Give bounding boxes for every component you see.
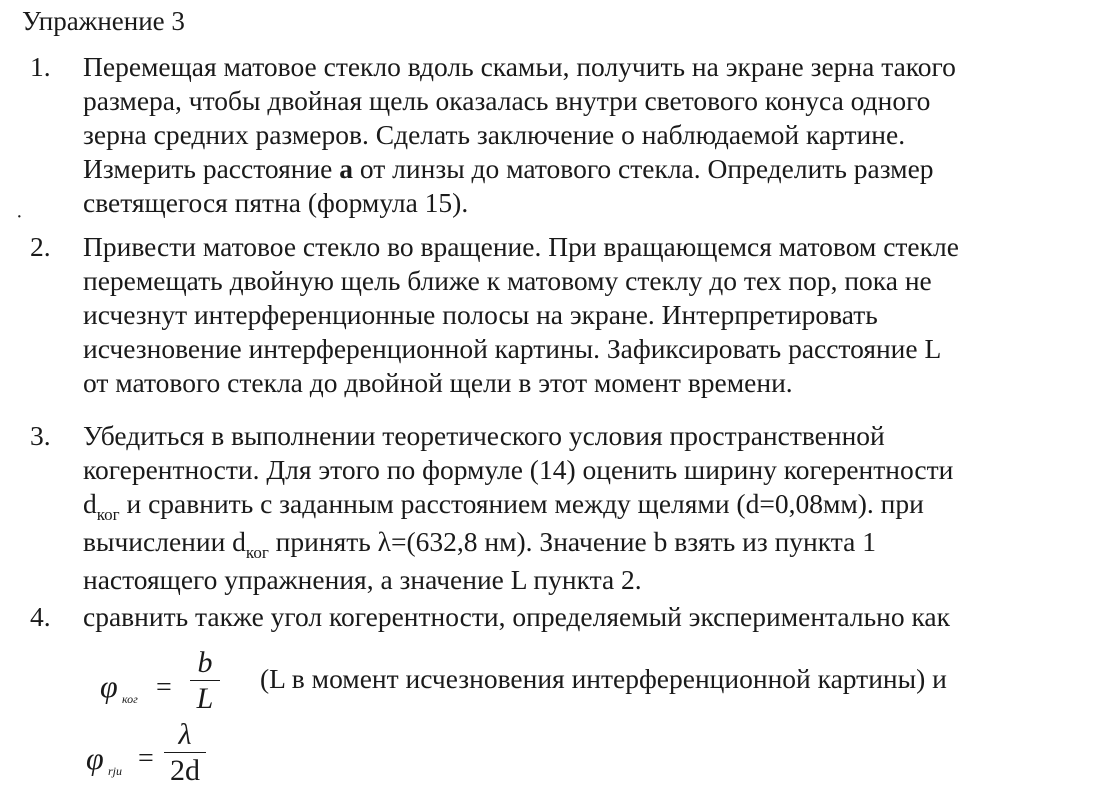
text-fragment: вычислении d bbox=[83, 526, 246, 557]
item-number: 2. bbox=[30, 231, 51, 262]
exercise-title: Упражнение 3 bbox=[22, 6, 185, 36]
phi-symbol: φ bbox=[86, 740, 104, 776]
formula-note: (L в момент исчезновения интерференционной картины) и bbox=[260, 663, 947, 694]
text-line: исчезнут интерференционные полосы на экране. Интерпретировать bbox=[83, 299, 878, 330]
fraction bbox=[190, 646, 220, 717]
text-line: от матового стекла до двойной щели в этот момент времени. bbox=[83, 367, 793, 398]
text-line: Привести матовое стекло во вращение. При вращающемся матовом стекле bbox=[83, 231, 959, 262]
text-line: светящегося пятна (формула 15). bbox=[83, 187, 469, 218]
text-line: Убедиться в выполнении теоретического условия пространственной bbox=[83, 420, 885, 451]
text-line: сравнить также угол когерентности, определяемый экспериментально как bbox=[83, 601, 950, 632]
fraction-denominator: L bbox=[196, 682, 214, 715]
phi-subscript: rjи bbox=[108, 764, 123, 778]
text-line bbox=[83, 525, 1113, 563]
item-text bbox=[83, 600, 1113, 634]
text-fragment: Измерить расстояние bbox=[83, 153, 340, 184]
bold-variable: а bbox=[339, 153, 354, 184]
text-line: Перемещая матовое стекло вдоль скамьи, получить на экране зерна такого bbox=[83, 51, 956, 82]
text-line: зерна средних размеров. Сделать заключение о наблюдаемой картине. bbox=[83, 119, 906, 150]
text-line: настоящего упражнения, а значение L пункта 2. bbox=[83, 564, 642, 595]
item-text bbox=[83, 419, 1113, 597]
phi-subscript: ког bbox=[122, 692, 138, 706]
text-line: исчезновение интерференционной картины. Зафиксировать расстояние L bbox=[83, 333, 942, 364]
text-fragment: принять λ=(632,8 нм). Значение b взять из пункта 1 bbox=[268, 526, 876, 557]
phi-symbol: φ bbox=[100, 668, 118, 704]
item-text bbox=[83, 50, 1113, 220]
fraction-numerator: b bbox=[197, 646, 213, 679]
text-fragment: d bbox=[83, 488, 97, 519]
fraction-denominator: 2d bbox=[170, 754, 200, 787]
equals-sign: = bbox=[138, 743, 154, 774]
subscript: ког bbox=[245, 543, 269, 562]
stray-dot: · bbox=[16, 206, 23, 228]
item-text bbox=[83, 230, 1113, 400]
text-line: размера, чтобы двойная щель оказалась внутри светового конуса одного bbox=[83, 85, 931, 116]
text-line: перемещать двойную щель ближе к матовому стеклу до тех пор, пока не bbox=[83, 265, 932, 296]
item-number: 1. bbox=[30, 51, 51, 82]
text-line bbox=[83, 152, 1113, 186]
text-line bbox=[83, 487, 1113, 525]
item-number: 4. bbox=[30, 601, 51, 632]
fraction-numerator: λ bbox=[178, 718, 192, 751]
fraction bbox=[164, 718, 206, 789]
item-number: 3. bbox=[30, 420, 51, 451]
text-line: когерентности. Для этого по формуле (14) оценить ширину когерентности bbox=[83, 454, 954, 485]
subscript: ког bbox=[96, 505, 120, 524]
text-fragment: от линзы до матового стекла. Определить размер bbox=[353, 153, 934, 184]
equals-sign: = bbox=[156, 672, 172, 703]
text-fragment: и сравнить с заданным расстоянием между щелями (d=0,08мм). при bbox=[119, 488, 924, 519]
